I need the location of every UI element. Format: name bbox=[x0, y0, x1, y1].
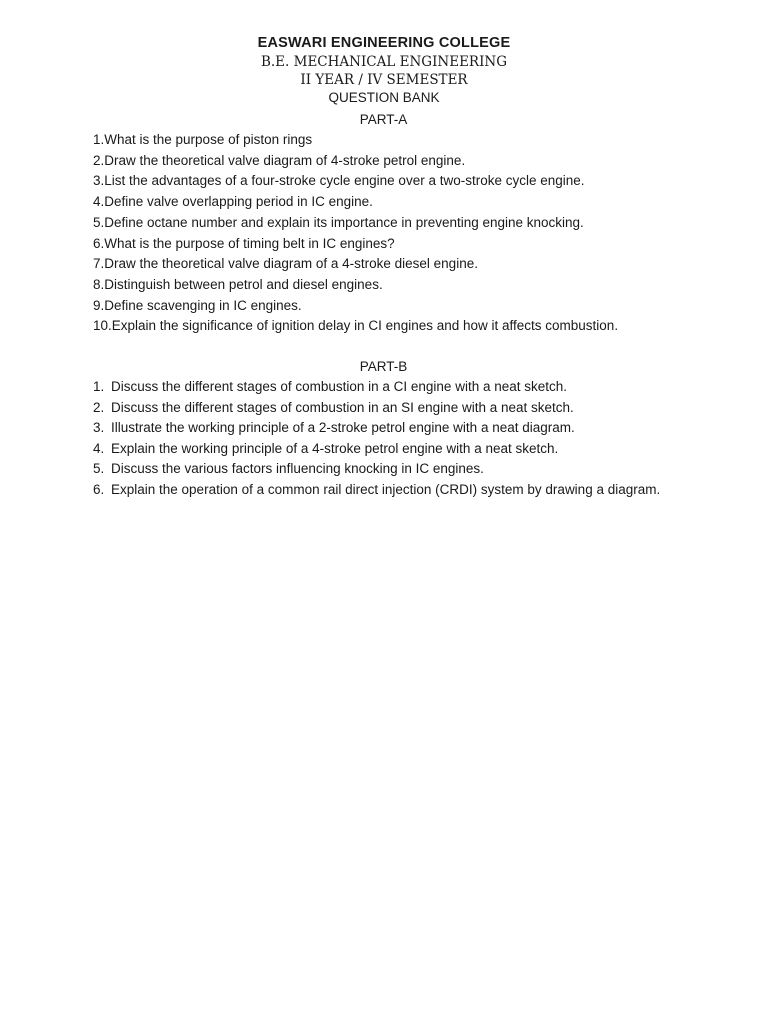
question-number: 2. bbox=[93, 399, 105, 415]
question-number: 3. bbox=[93, 420, 105, 436]
part-b-question bbox=[93, 418, 674, 439]
question-number: 6. bbox=[93, 481, 105, 497]
part-b-heading: PART-B bbox=[359, 359, 408, 374]
part-a-heading: PART-A bbox=[359, 112, 408, 127]
part-b-question bbox=[93, 439, 674, 460]
program-name: B.E. MECHANICAL ENGINEERING bbox=[260, 54, 508, 70]
part-a-question: 1.What is the purpose of piston rings bbox=[93, 132, 313, 147]
part-a-question: 9.Define scavenging in IC engines. bbox=[93, 297, 302, 313]
document-header bbox=[0, 34, 768, 107]
year-semester: II YEAR / IV SEMESTER bbox=[300, 72, 468, 88]
part-a-section bbox=[93, 110, 674, 337]
part-b-question bbox=[93, 459, 674, 480]
question-number: 1. bbox=[93, 379, 105, 394]
part-a-question: 10.Explain the significance of ignition delay in CI engines and how it affects combustion. bbox=[93, 318, 619, 334]
part-a-question: 6.What is the purpose of timing belt in IC engines? bbox=[93, 235, 395, 251]
question-text: Discuss the different stages of combustion in an SI engine with a neat sketch. bbox=[111, 399, 574, 415]
question-text: Explain the working principle of a 4-stroke petrol engine with a neat sketch. bbox=[111, 440, 559, 456]
part-a-question: 8.Distinguish between petrol and diesel engines. bbox=[93, 276, 383, 292]
part-b-question-list bbox=[93, 377, 674, 501]
part-a-question: 4.Define valve overlapping period in IC engine. bbox=[93, 194, 373, 210]
question-number: 4. bbox=[93, 440, 105, 456]
document-type: QUESTION BANK bbox=[328, 90, 440, 105]
part-b-question bbox=[93, 398, 674, 419]
question-text: Illustrate the working principle of a 2-stroke petrol engine with a neat diagram. bbox=[111, 420, 575, 436]
question-text: Discuss the various factors influencing knocking in IC engines. bbox=[111, 461, 484, 477]
part-a-question: 3.List the advantages of a four-stroke cycle engine over a two-stroke cycle engine. bbox=[93, 173, 585, 189]
part-a-question: 5.Define octane number and explain its importance in preventing engine knocking. bbox=[93, 214, 584, 230]
part-a-question: 2.Draw the theoretical valve diagram of 4-stroke petrol engine. bbox=[93, 152, 466, 168]
question-text: Discuss the different stages of combustion in a CI engine with a neat sketch. bbox=[111, 379, 568, 394]
part-b-section bbox=[93, 357, 674, 501]
part-a-question: 7.Draw the theoretical valve diagram of a 4-stroke diesel engine. bbox=[93, 256, 478, 272]
part-b-question bbox=[93, 480, 674, 501]
part-b-question bbox=[93, 377, 674, 398]
question-number: 5. bbox=[93, 461, 105, 477]
question-text: Explain the operation of a common rail direct injection (CRDI) system by drawing a diagram. bbox=[111, 481, 661, 497]
college-name: EASWARI ENGINEERING COLLEGE bbox=[257, 35, 511, 51]
